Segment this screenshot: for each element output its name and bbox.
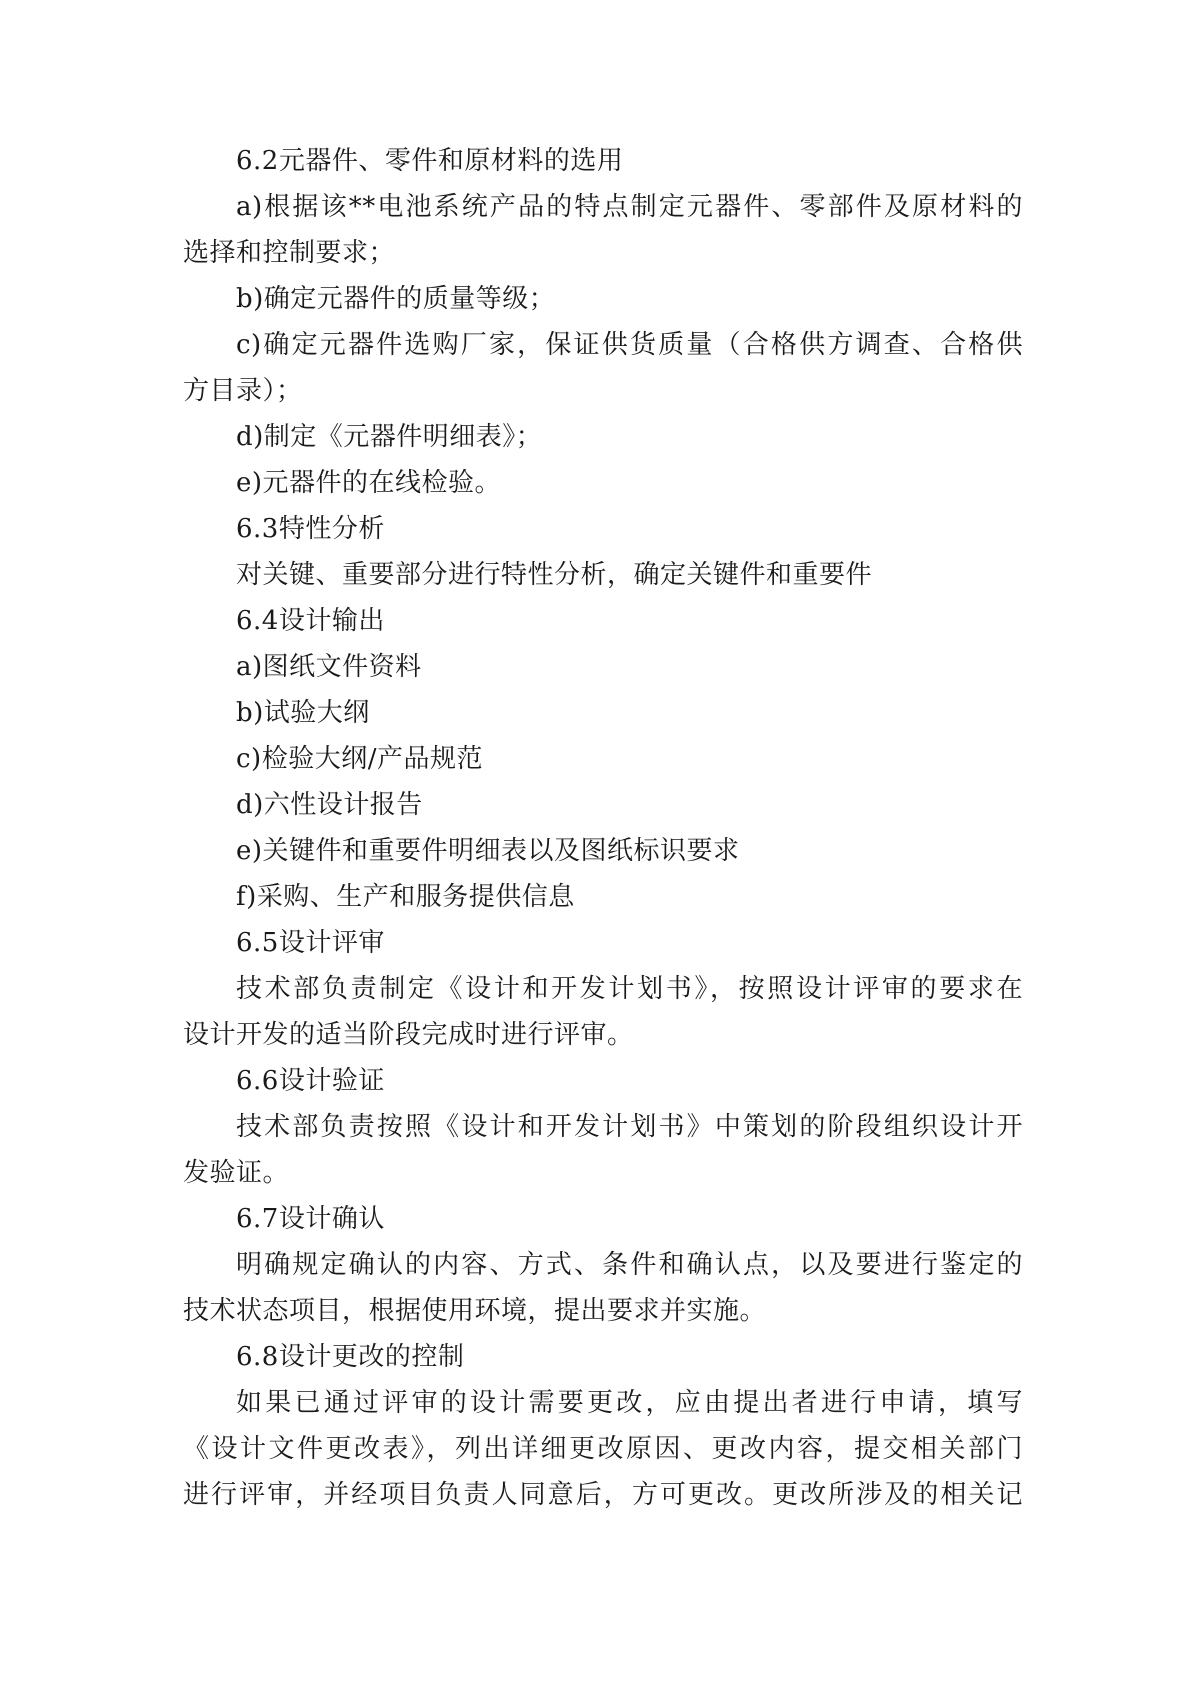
section-heading: 6.4设计输出 — [236, 606, 385, 636]
text-line: 《设计文件更改表》，列出详细更改原因、更改内容，提交相关部门 — [183, 1434, 1023, 1464]
text-line: 明确规定确认的内容、方式、条件和确认点，以及要进行鉴定的 — [236, 1250, 1023, 1280]
text-line: 发验证。 — [183, 1158, 290, 1188]
text-line: b)确定元器件的质量等级； — [236, 284, 556, 314]
section-heading: 6.8设计更改的控制 — [236, 1342, 465, 1372]
text-line: c)检验大纲/产品规范 — [236, 744, 483, 774]
text-line: d)六性设计报告 — [236, 790, 423, 820]
text-line: f)采购、生产和服务提供信息 — [236, 882, 575, 912]
section-heading: 6.6设计验证 — [236, 1066, 385, 1096]
text-line: c)确定元器件选购厂家，保证供货质量（合格供方调查、合格供 — [236, 330, 1023, 360]
text-line: 6.2元器件、零件和原材料的选用 — [236, 146, 624, 176]
section-heading: 6.5设计评审 — [236, 928, 385, 958]
text-line: 设计开发的适当阶段完成时进行评审。 — [183, 1020, 634, 1050]
text-line: d)制定《元器件明细表》； — [236, 422, 543, 452]
text-line: b)试验大纲 — [236, 698, 370, 728]
text-line: e)元器件的在线检验。 — [236, 468, 502, 498]
text-line: 选择和控制要求； — [183, 238, 396, 268]
text-line: 技术部负责按照《设计和开发计划书》中策划的阶段组织设计开 — [236, 1112, 1023, 1142]
text-line: 如果已通过评审的设计需要更改，应由提出者进行申请，填写 — [236, 1388, 1023, 1418]
text-line: a)根据该**电池系统产品的特点制定元器件、零部件及原材料的 — [236, 192, 1023, 222]
text-line: 对关键、重要部分进行特性分析，确定关键件和重要件 — [236, 560, 873, 590]
document-page — [183, 138, 1023, 1518]
text-line: a)图纸文件资料 — [236, 652, 422, 682]
text-line: 进行评审，并经项目负责人同意后，方可更改。更改所涉及的相关记 — [183, 1480, 1023, 1510]
text-line: 方目录）； — [183, 376, 303, 406]
text-line: e)关键件和重要件明细表以及图纸标识要求 — [236, 836, 740, 866]
section-heading: 6.3特性分析 — [236, 514, 385, 544]
text-line: 技术部负责制定《设计和开发计划书》，按照设计评审的要求在 — [236, 974, 1023, 1004]
section-heading: 6.7设计确认 — [236, 1204, 385, 1234]
text-line: 技术状态项目，根据使用环境，提出要求并实施。 — [183, 1296, 767, 1326]
